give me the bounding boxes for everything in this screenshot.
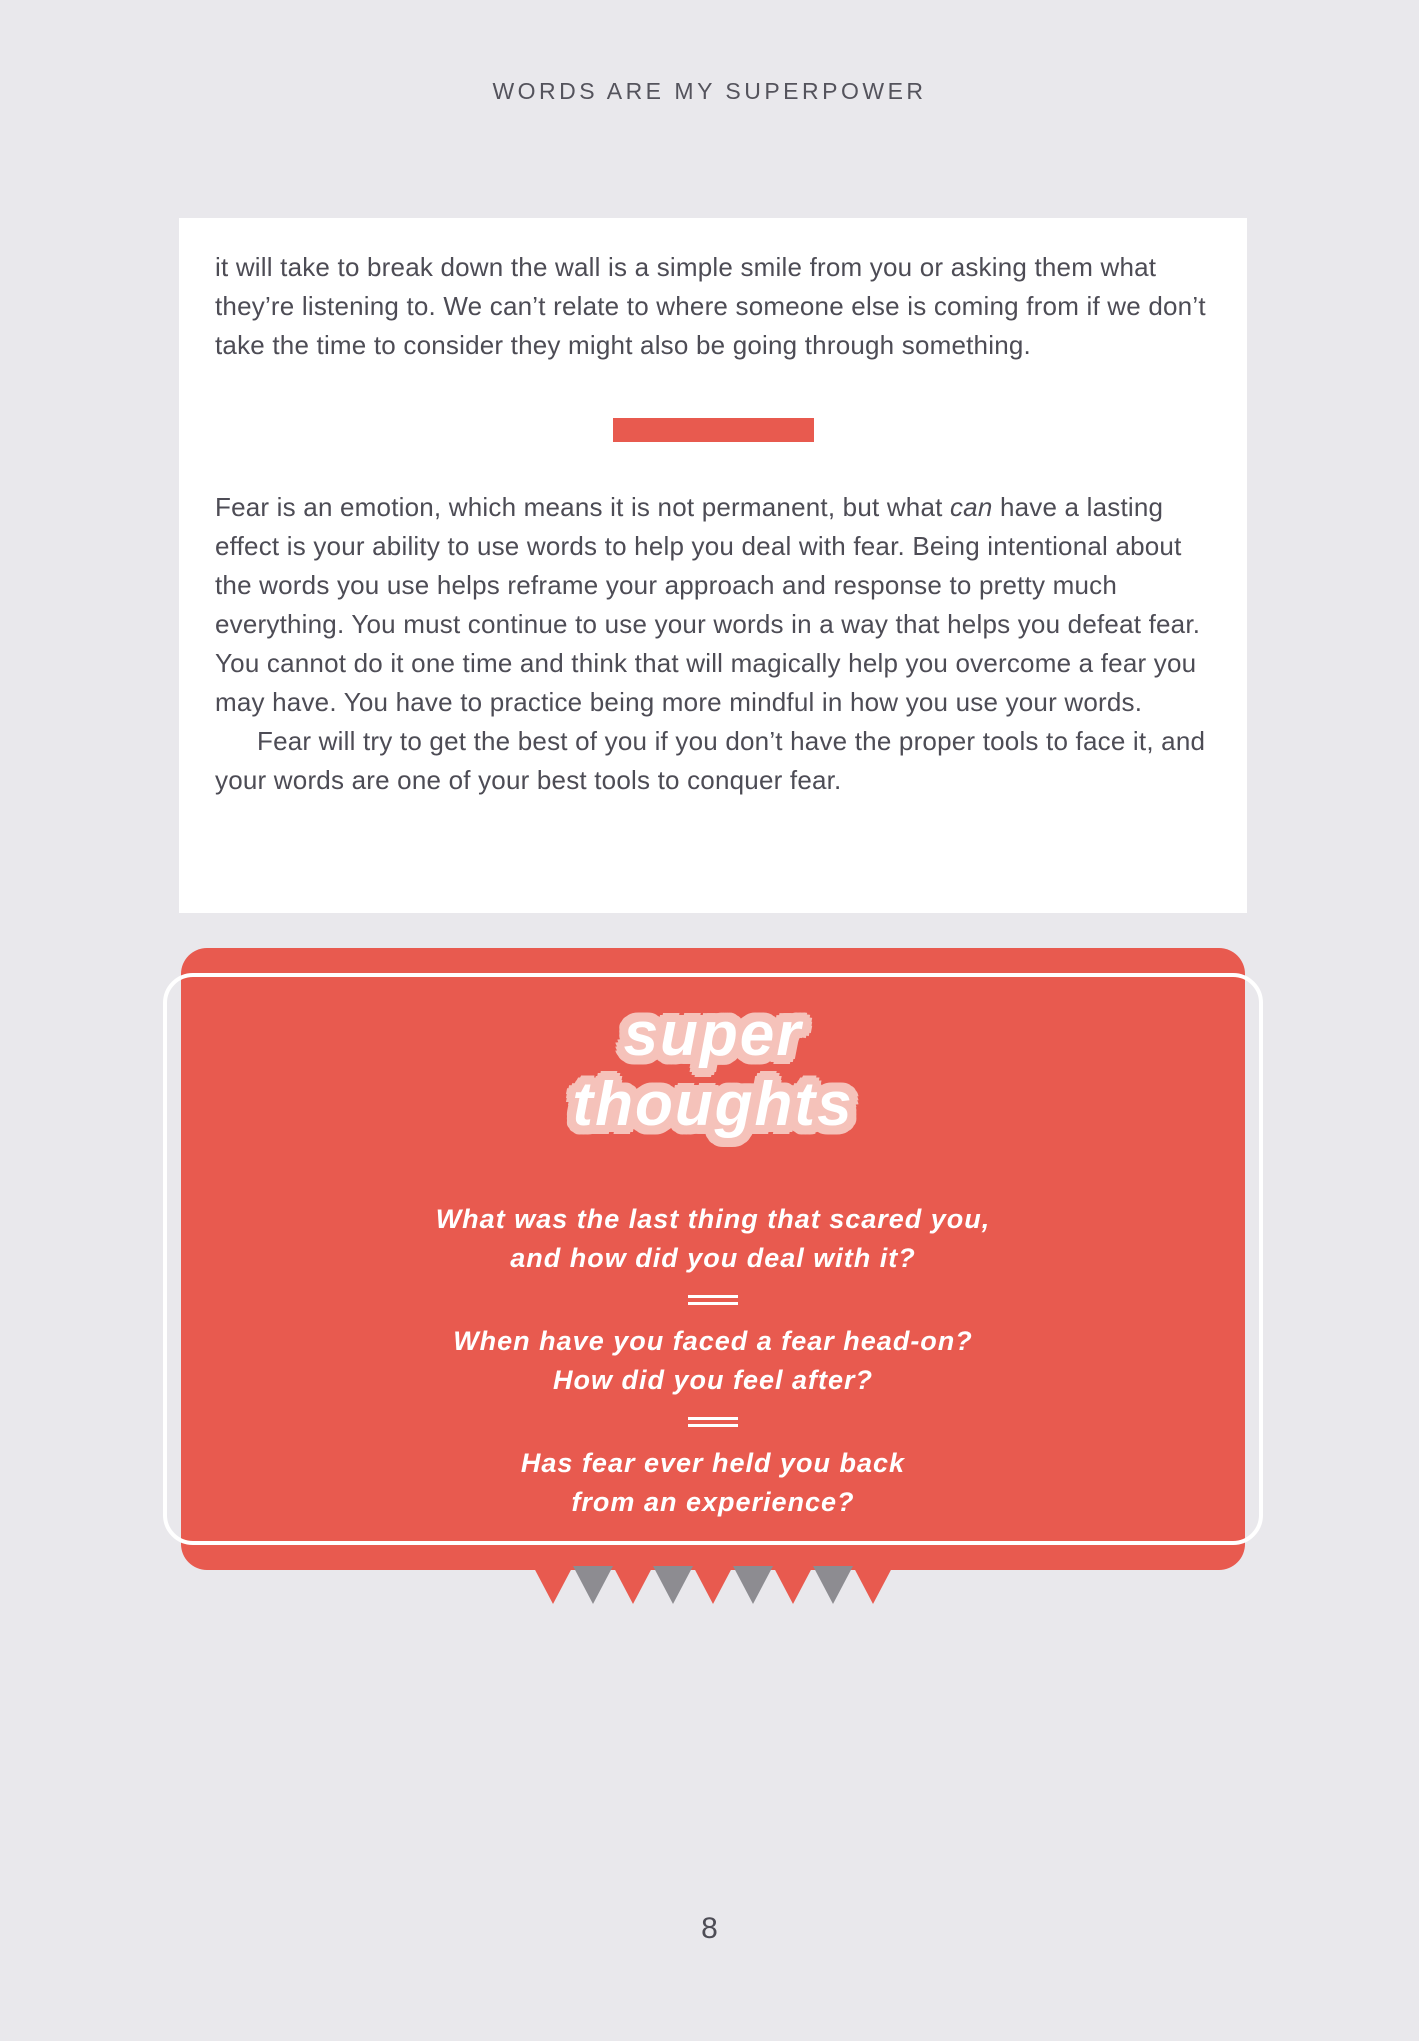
page-number: 8 — [701, 1912, 718, 1945]
red-triangle-icon — [773, 1566, 813, 1604]
paragraph-2 — [215, 488, 1211, 722]
paragraph-2-italic-word: can — [949, 492, 993, 522]
question-1-line-2: and how did you deal with it? — [510, 1243, 916, 1273]
questions-list — [181, 1200, 1245, 1522]
question-2 — [453, 1322, 973, 1400]
question-3 — [521, 1444, 905, 1522]
gray-triangle-icon — [813, 1566, 853, 1604]
paragraph-1: it will take to break down the wall is a simple smile from you or asking them what they’re listening to. We can’t relate to where someone else is coming from if we don’t take the time to consider they might also be going through something. — [215, 252, 1206, 360]
card-title-line-1: super — [623, 1000, 803, 1069]
red-triangle-icon — [533, 1566, 573, 1604]
red-triangle-icon — [613, 1566, 653, 1604]
question-2-line-2: How did you feel after? — [552, 1365, 873, 1395]
running-header: WORDS ARE MY SUPERPOWER — [492, 78, 927, 104]
content-box — [179, 218, 1247, 913]
triangle-strip — [533, 1566, 893, 1604]
question-3-line-1: Has fear ever held you back — [520, 1448, 906, 1478]
card-title-line-2: thoughts — [572, 1070, 854, 1139]
question-1-line-1: What was the last thing that scared you, — [435, 1204, 991, 1234]
paragraph-2-text: Fear is an emotion, which means it is not permanent, but what — [215, 492, 950, 522]
gray-triangle-icon — [653, 1566, 693, 1604]
super-thoughts-card — [181, 948, 1245, 1570]
question-1 — [436, 1200, 991, 1278]
gray-triangle-icon — [733, 1566, 773, 1604]
section-divider-bar — [613, 418, 814, 442]
question-2-line-1: When have you faced a fear head-on? — [453, 1326, 973, 1356]
question-3-line-2: from an experience? — [571, 1487, 855, 1517]
card-title — [181, 1000, 1245, 1140]
red-triangle-icon — [853, 1566, 893, 1604]
equals-divider-icon — [688, 1295, 738, 1305]
gray-triangle-icon — [573, 1566, 613, 1604]
red-triangle-icon — [693, 1566, 733, 1604]
paragraph-2-text-cont: have a lasting effect is your ability to use words to help you deal with fear. Being intentional about the words you use helps reframe your approach and response to pretty much everything. You must continue to use your words in a way that helps you defeat fear. You cannot do it one time and think that will magically help you overcome a fear you may have. You have to practice being more mindful in how you use your words. — [215, 492, 1201, 717]
paragraph-3: Fear will try to get the best of you if you don’t have the proper tools to face it, and your words are one of your best tools to conquer fear. — [215, 726, 1206, 795]
equals-divider-icon — [688, 1417, 738, 1427]
